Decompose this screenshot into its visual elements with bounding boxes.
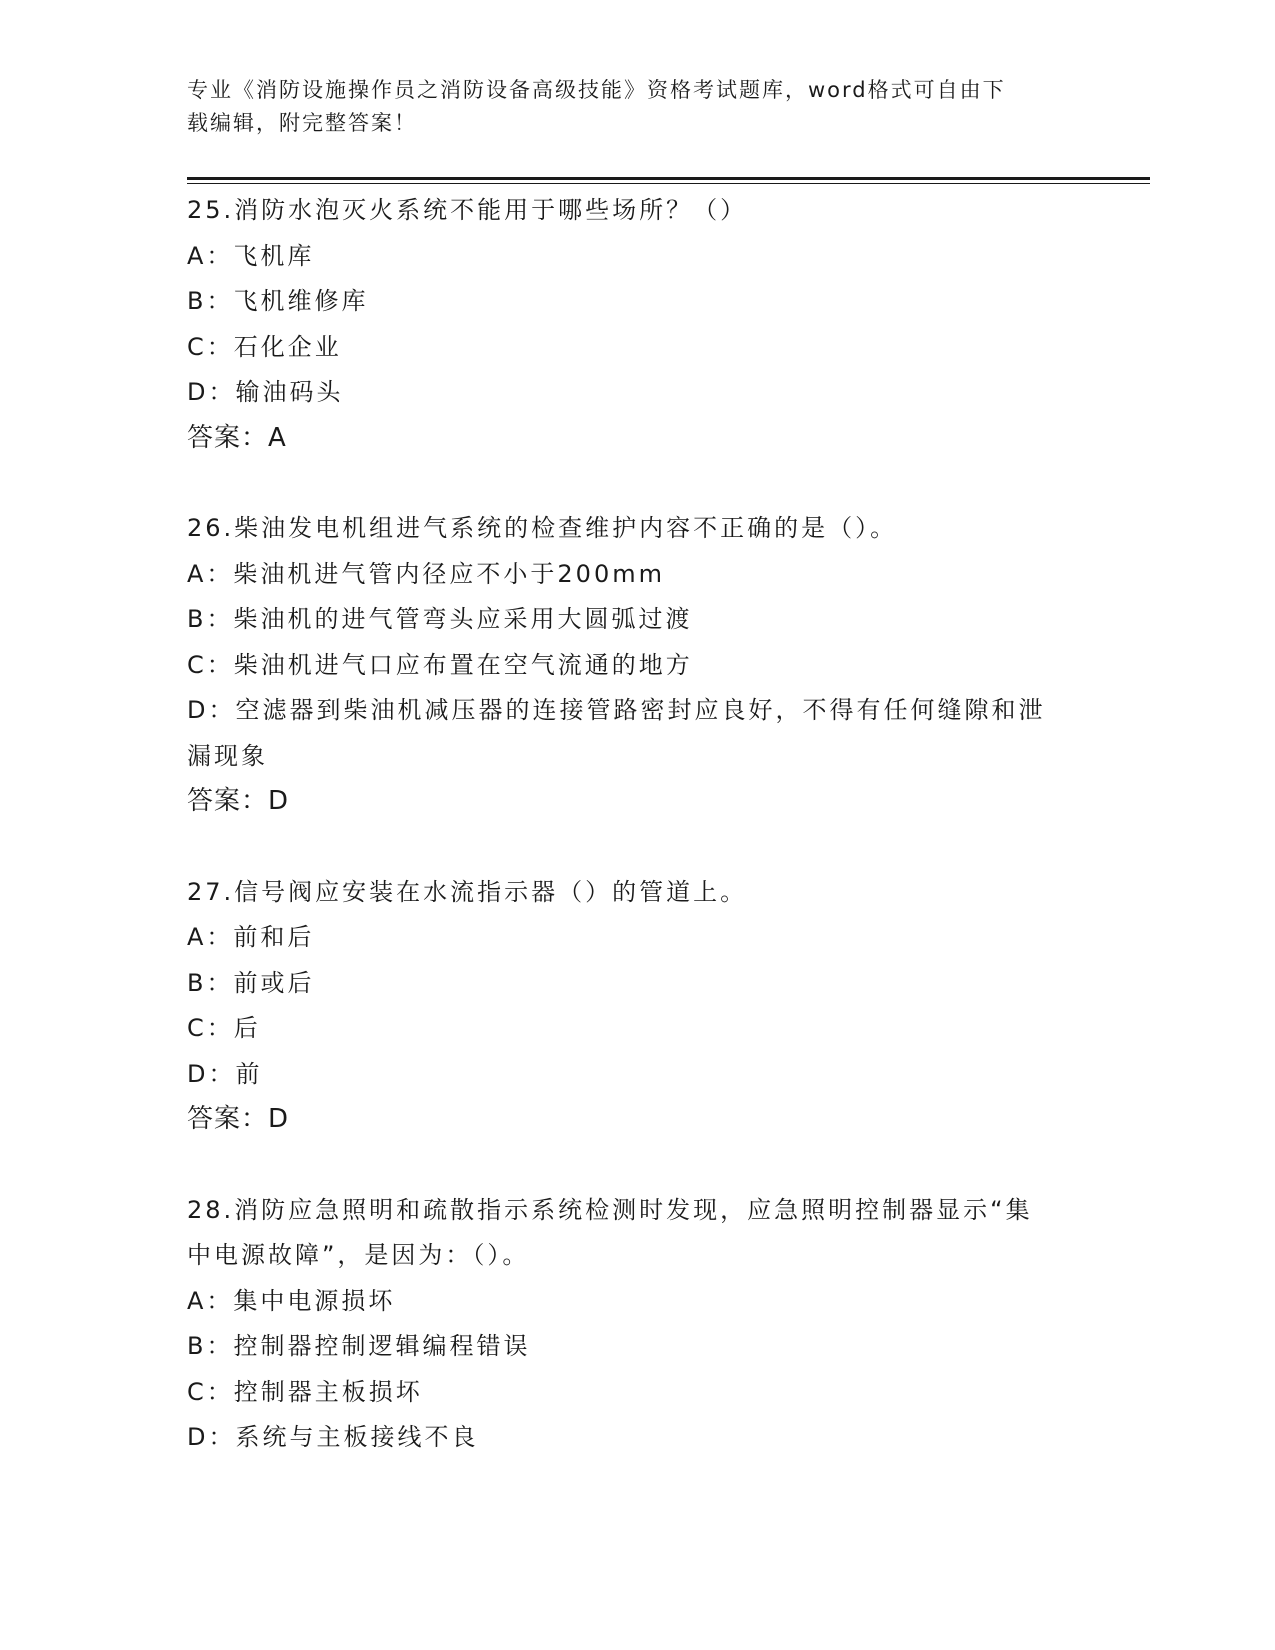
answer: 答案：A	[187, 422, 287, 453]
document-header	[187, 74, 1067, 140]
option-a: A：前和后	[187, 923, 315, 951]
question-26	[187, 506, 1087, 825]
option-b: B：柴油机的进气管弯头应采用大圆弧过渡	[187, 605, 693, 633]
header-line-1: 专业《消防设施操作员之消防设备高级技能》资格考试题库，word格式可自由下	[187, 78, 1006, 102]
option-d: D：系统与主板接线不良	[187, 1423, 479, 1451]
option-c: C：后	[187, 1014, 261, 1042]
question-stem: 26.柴油发电机组进气系统的检查维护内容不正确的是（）。	[187, 514, 898, 542]
question-25	[187, 188, 1087, 461]
question-stem: 27.信号阀应安装在水流指示器（）的管道上。	[187, 877, 748, 906]
option-a: A：集中电源损坏	[187, 1286, 396, 1315]
answer: 答案：D	[187, 786, 290, 816]
option-b: B：飞机维修库	[187, 287, 369, 315]
option-c: C：控制器主板损坏	[187, 1377, 423, 1406]
option-c: C：石化企业	[187, 332, 342, 361]
header-line-2: 载编辑，附完整答案！	[187, 111, 417, 135]
option-d: D：输油码头	[187, 378, 344, 406]
question-27	[187, 870, 1087, 1143]
header-divider-thick	[187, 177, 1150, 180]
option-c: C：柴油机进气口应布置在空气流通的地方	[187, 650, 693, 679]
question-stem: 25.消防水泡灭火系统不能用于哪些场所？（）	[187, 196, 748, 224]
option-b: B：前或后	[187, 968, 315, 997]
answer: 答案：D	[187, 1104, 290, 1134]
option-d: D：前	[187, 1059, 263, 1088]
option-d: D：空滤器到柴油机减压器的连接管路密封应良好，不得有任何缝隙和泄漏现象	[187, 696, 1046, 770]
question-28	[187, 1188, 1087, 1461]
option-b: B：控制器控制逻辑编程错误	[187, 1332, 531, 1360]
option-a: A：飞机库	[187, 241, 315, 270]
question-list	[187, 188, 1087, 1506]
question-stem: 28.消防应急照明和疏散指示系统检测时发现，应急照明控制器显示“集中电源故障”，是因为：（）。	[187, 1195, 1033, 1269]
option-a: A：柴油机进气管内径应不小于200mm	[187, 559, 665, 588]
header-divider-thin	[187, 183, 1150, 184]
